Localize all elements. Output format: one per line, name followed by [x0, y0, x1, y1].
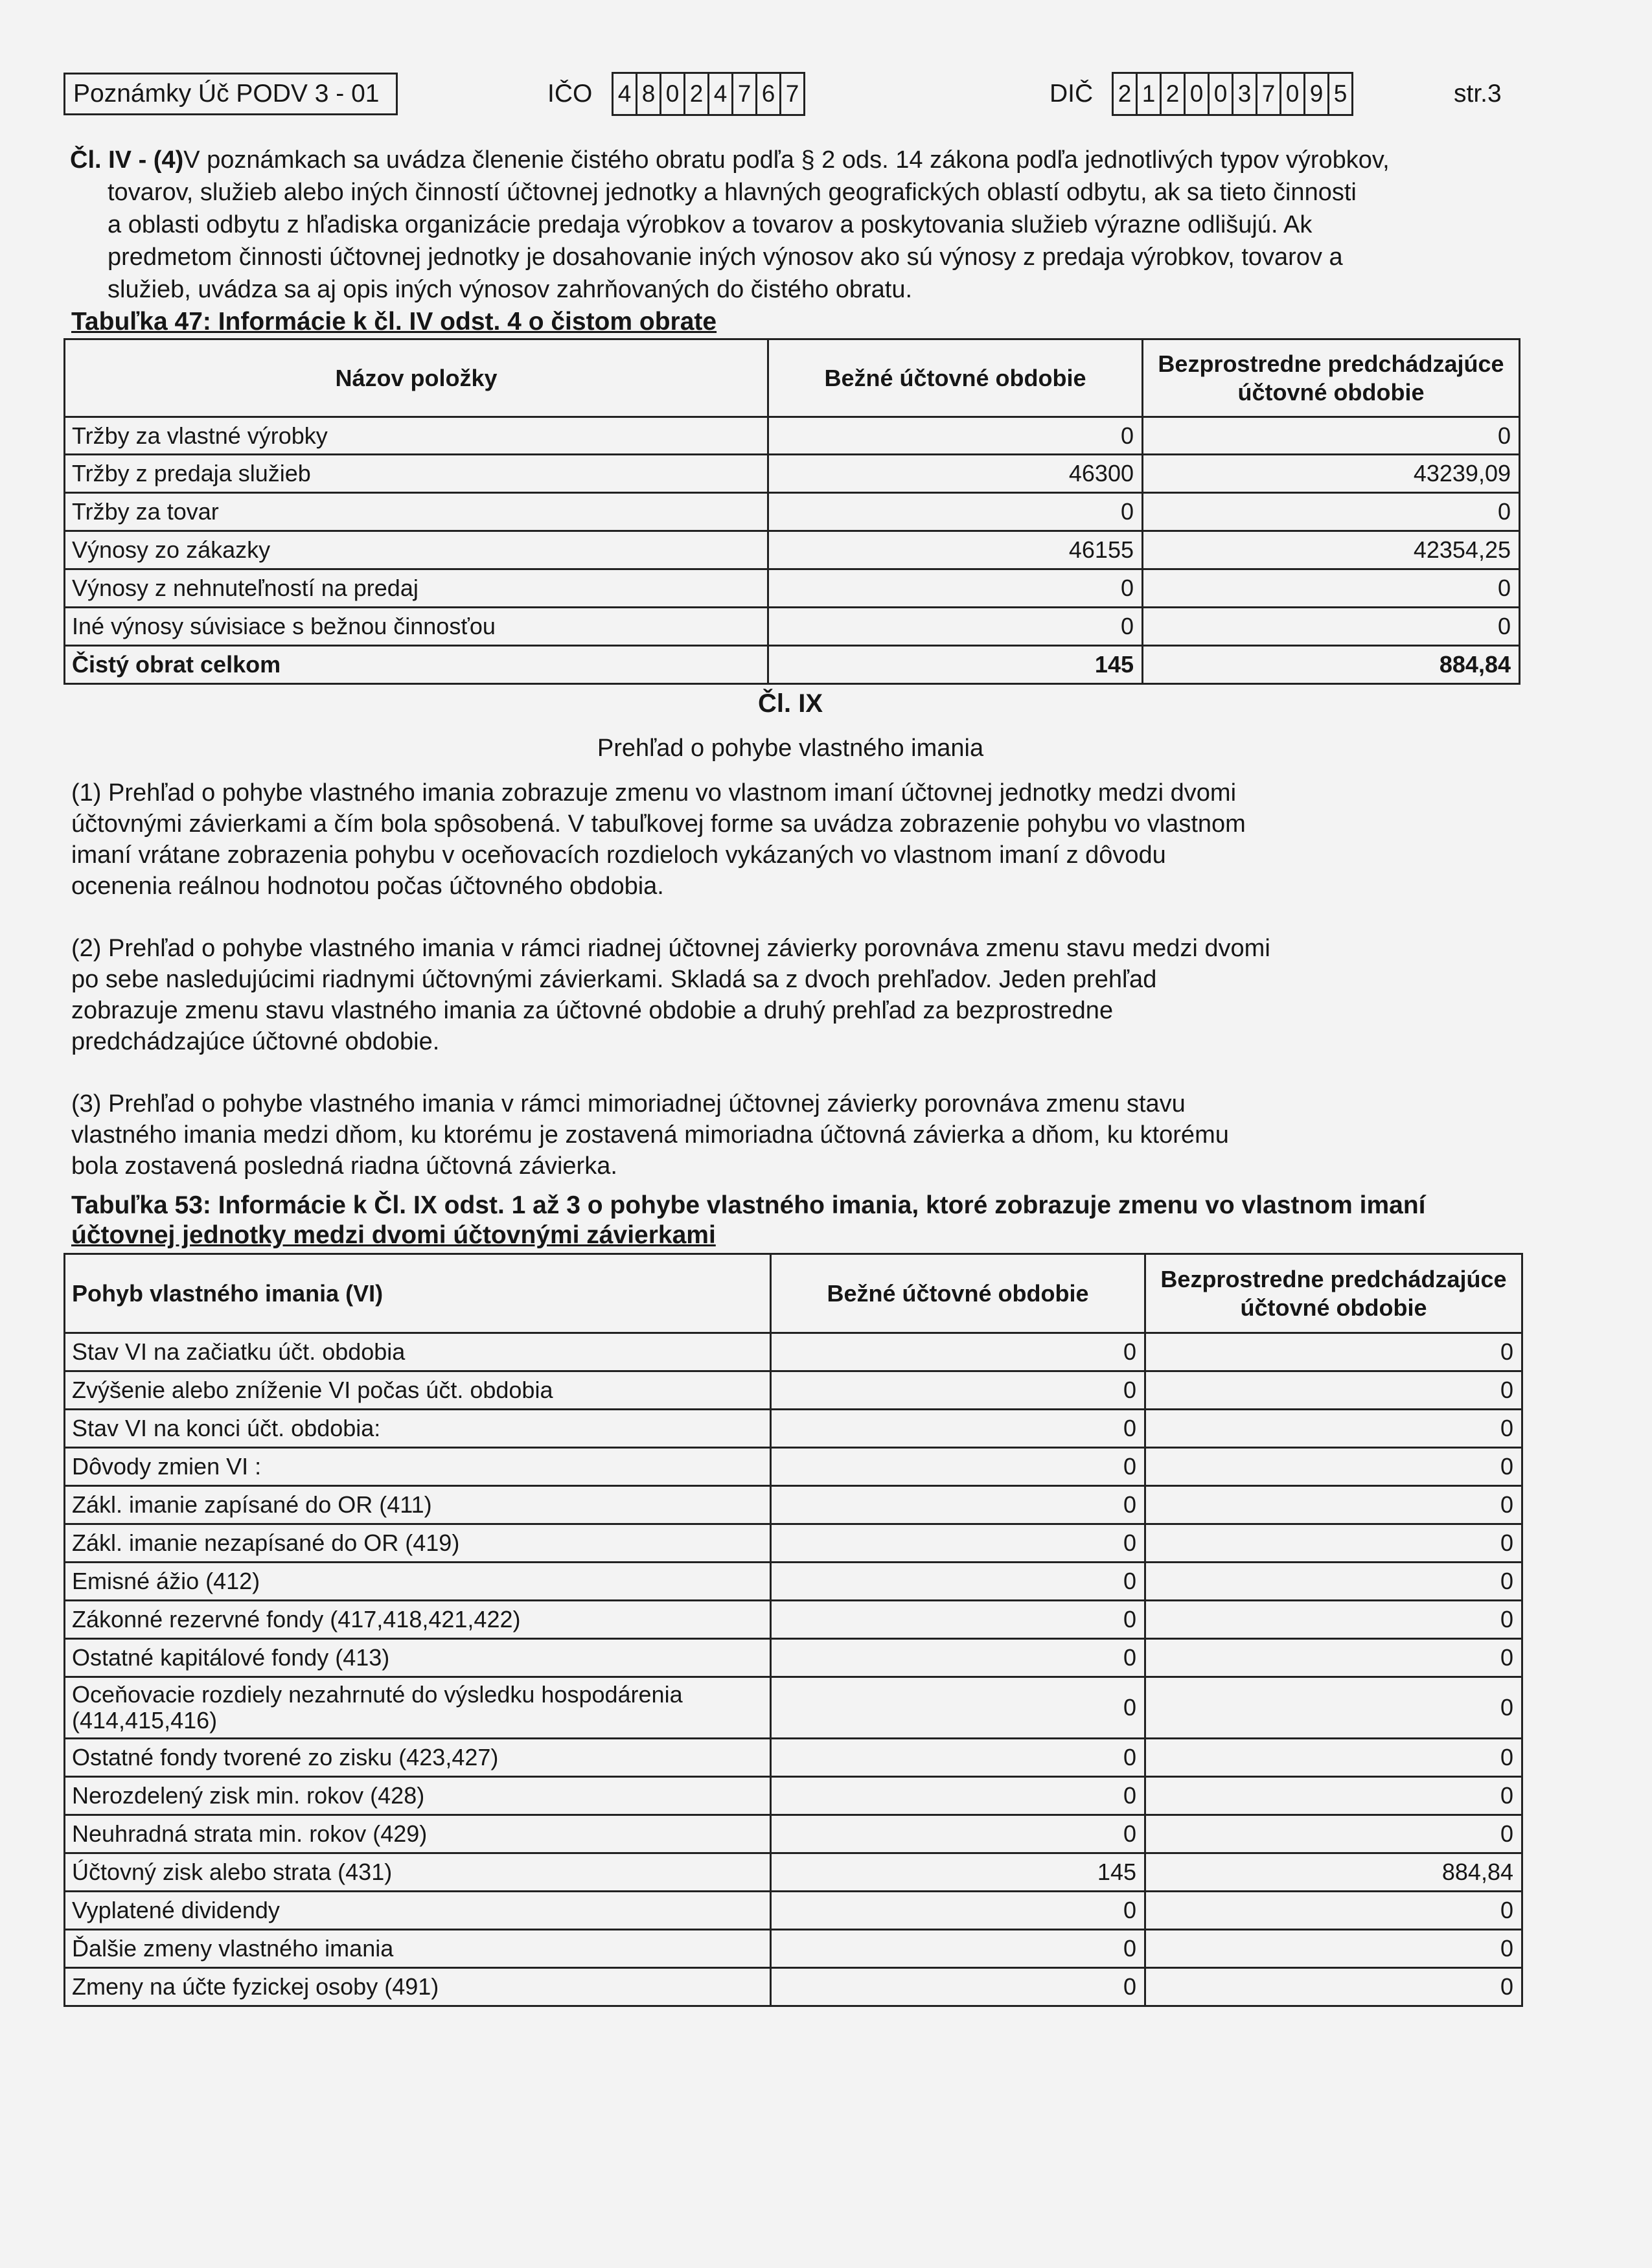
table53-cell-value: 0	[771, 1639, 1145, 1677]
table53-cell-value: 0	[771, 1601, 1145, 1639]
section-iv-line: služieb, uvádza sa aj opis iných výnosov zahrňovaných do čistého obratu.	[108, 276, 913, 303]
table47-cell-label: Tržby za vlastné výrobky	[65, 417, 768, 455]
section-iv-line: V poznámkach sa uvádza členenie čistého obratu podľa § 2 ods. 14 zákona podľa jednotlivých typov výrobkov,	[183, 146, 1390, 174]
table47-cell-value: 0	[768, 608, 1143, 646]
table53-cell-value: 0	[771, 1930, 1145, 1968]
table53-cell-value: 0	[771, 1410, 1145, 1448]
table53-row	[65, 1524, 1522, 1563]
paragraph-line: (2) Prehľad o pohybe vlastného imania v rámci riadnej účtovnej závierky porovnáva zmenu stavu medzi dvomi	[71, 935, 1270, 962]
section-ix-paragraph-3	[71, 1088, 1561, 1182]
table53-cell-value: 0	[1145, 1739, 1522, 1777]
table53-row	[65, 1930, 1522, 1968]
table53-cell-value: 0	[771, 1448, 1145, 1486]
table53-cell-label: Zákonné rezervné fondy (417,418,421,422)	[65, 1601, 771, 1639]
paragraph-line: ocenenia reálnou hodnotou počas účtovného obdobia.	[71, 873, 664, 900]
table47-col-header: Bežné účtovné obdobie	[768, 339, 1143, 417]
ico-digit: 7	[731, 72, 757, 116]
paragraph-line: (1) Prehľad o pohybe vlastného imania zobrazuje zmenu vo vlastnom imaní účtovnej jednotky medzi dvomi	[71, 779, 1237, 807]
table47-cell-label: Výnosy zo zákazky	[65, 531, 768, 569]
table53-cell-label: Zmeny na účte fyzickej osoby (491)	[65, 1968, 771, 2006]
table47-cell-value: 0	[1143, 569, 1520, 608]
table47-cell-value: 884,84	[1143, 646, 1520, 684]
dic-digit: 5	[1327, 72, 1353, 116]
table53-cell-value: 0	[771, 1486, 1145, 1524]
table53-cell-value: 0	[771, 1563, 1145, 1601]
table53-cell-value: 0	[1145, 1677, 1522, 1739]
table47-row	[65, 531, 1520, 569]
dic-digit: 7	[1256, 72, 1281, 116]
table53-cell-label: Ďalšie zmeny vlastného imania	[65, 1930, 771, 1968]
table53-cell-value: 145	[771, 1853, 1145, 1892]
paragraph-line: imaní vrátane zobrazenia pohybu v oceňovacích rozdieloch vykázaných vo vlastnom imaní z dôvodu	[71, 842, 1166, 869]
table53-cell-value: 0	[771, 1739, 1145, 1777]
table53-row	[65, 1892, 1522, 1930]
table53-header-row	[65, 1254, 1522, 1333]
paragraph-line: zobrazuje zmenu stavu vlastného imania za účtovné obdobie a druhý prehľad za bezprostredne	[71, 997, 1114, 1024]
table53-cell-value: 0	[1145, 1601, 1522, 1639]
table47-cell-label: Iné výnosy súvisiace s bežnou činnosťou	[65, 608, 768, 646]
table53-cell-label: Emisné ážio (412)	[65, 1563, 771, 1601]
table53-cell-value: 0	[771, 1968, 1145, 2006]
table47-cell-value: 46155	[768, 531, 1143, 569]
table47-row	[65, 646, 1520, 684]
table53-cell-value: 0	[771, 1892, 1145, 1930]
dic-digit: 1	[1136, 72, 1162, 116]
table47-row	[65, 569, 1520, 608]
table53-row	[65, 1777, 1522, 1815]
table47-cell-value: 42354,25	[1143, 531, 1520, 569]
paragraph-line: (3) Prehľad o pohybe vlastného imania v rámci mimoriadnej účtovnej závierky porovnáva zmenu stavu	[71, 1090, 1186, 1117]
table47-cell-label: Čistý obrat celkom	[65, 646, 768, 684]
table53-cell-value: 884,84	[1145, 1853, 1522, 1892]
ico-digit: 2	[683, 72, 709, 116]
table53-cell-value: 0	[771, 1777, 1145, 1815]
table53-row	[65, 1371, 1522, 1410]
table53-cell-label: Nerozdelený zisk min. rokov (428)	[65, 1777, 771, 1815]
ico-label: IČO	[547, 80, 593, 108]
table53-cell-label: Ostatné kapitálové fondy (413)	[65, 1639, 771, 1677]
section-ix-paragraph-2	[71, 933, 1561, 1057]
paragraph-line: predchádzajúce účtovné obdobie.	[71, 1028, 440, 1055]
section-iv-line: a oblasti odbytu z hľadiska organizácie predaja výrobkov a tovarov a poskytovania služieb výrazne odlišujú. Ak	[108, 211, 1313, 238]
paragraph-line: vlastného imania medzi dňom, ku ktorému je zostavená mimoriadna účtovná závierka a dňom, ku ktorému	[71, 1121, 1229, 1149]
table47-header-row	[65, 339, 1520, 417]
table47-col-header: Názov položky	[65, 339, 768, 417]
table47-row	[65, 417, 1520, 455]
section-iv-text	[70, 144, 1554, 306]
table47-cell-value: 0	[1143, 493, 1520, 531]
section-iv-heading: Čl. IV - (4)	[70, 146, 184, 174]
table53-caption-line: účtovnej jednotky medzi dvomi účtovnými závierkami	[71, 1221, 716, 1249]
table47-cell-value: 0	[768, 417, 1143, 455]
table53-cell-label: Stav VI na začiatku účt. obdobia	[65, 1333, 771, 1371]
table53-cell-label: Zákl. imanie zapísané do OR (411)	[65, 1486, 771, 1524]
paragraph-line: bola zostavená posledná riadna účtovná závierka.	[71, 1152, 617, 1180]
table53-col-header: Bežné účtovné obdobie	[771, 1254, 1145, 1333]
table53-cell-value: 0	[1145, 1968, 1522, 2006]
table53-row	[65, 1448, 1522, 1486]
table53-cell-value: 0	[1145, 1524, 1522, 1563]
table47-cell-value: 0	[1143, 608, 1520, 646]
table53-cell-value: 0	[1145, 1892, 1522, 1930]
table53	[63, 1253, 1523, 2007]
ico-digit: 8	[636, 72, 661, 116]
ico-digit: 7	[779, 72, 805, 116]
section-iv-line: predmetom činnosti účtovnej jednotky je dosahovanie iných výnosov ako sú výnosy z predaja výrobkov, tovarov a	[108, 244, 1343, 271]
table53-row	[65, 1853, 1522, 1892]
table53-cell-value: 0	[1145, 1639, 1522, 1677]
dic-digit: 0	[1208, 72, 1233, 116]
table47-cell-value: 0	[1143, 417, 1520, 455]
dic-digit: 0	[1279, 72, 1305, 116]
table53-cell-value: 0	[1145, 1815, 1522, 1853]
table53-cell-value: 0	[1145, 1333, 1522, 1371]
table53-cell-value: 0	[1145, 1448, 1522, 1486]
dic-digit: 3	[1232, 72, 1257, 116]
table47-row	[65, 493, 1520, 531]
table47-col-header: Bezprostredne predchádzajúce účtovné obdobie	[1143, 339, 1520, 417]
table47-cell-value: 0	[768, 569, 1143, 608]
table53-cell-value: 0	[771, 1371, 1145, 1410]
table53-cell-label: Ostatné fondy tvorené zo zisku (423,427)	[65, 1739, 771, 1777]
table53-cell-value: 0	[1145, 1930, 1522, 1968]
table53-cell-value: 0	[771, 1524, 1145, 1563]
page-number: str.3	[1454, 80, 1502, 108]
table53-cell-label: Účtovný zisk alebo strata (431)	[65, 1853, 771, 1892]
table53-row	[65, 1563, 1522, 1601]
ico-digit: 4	[612, 72, 637, 116]
table53-caption	[71, 1191, 1561, 1250]
table53-cell-label: Zákl. imanie nezapísané do OR (419)	[65, 1524, 771, 1563]
table53-cell-label: Zvýšenie alebo zníženie VI počas účt. obdobia	[65, 1371, 771, 1410]
table47-cell-value: 46300	[768, 455, 1143, 493]
table53-row	[65, 1601, 1522, 1639]
dic-digit: 2	[1112, 72, 1138, 116]
table53-col-header: Bezprostredne predchádzajúce účtovné obdobie	[1145, 1254, 1522, 1333]
section-iv-line: tovarov, služieb alebo iných činností účtovnej jednotky a hlavných geografických oblastí odbytu, ak sa tieto činnosti	[108, 179, 1357, 206]
ico-digit: 4	[707, 72, 733, 116]
table53-cell-value: 0	[1145, 1486, 1522, 1524]
table53-row	[65, 1677, 1522, 1739]
table47-cell-value: 0	[768, 493, 1143, 531]
table53-row	[65, 1815, 1522, 1853]
table47-cell-value: 145	[768, 646, 1143, 684]
table53-row	[65, 1968, 1522, 2006]
paragraph-line: po sebe nasledujúcimi riadnymi účtovnými závierkami. Skladá sa z dvoch prehľadov. Jeden prehľad	[71, 966, 1157, 993]
table53-cell-label: Stav VI na konci účt. obdobia:	[65, 1410, 771, 1448]
section-ix-paragraph-1	[71, 777, 1561, 902]
table53-cell-label: Vyplatené dividendy	[65, 1892, 771, 1930]
paragraph-line: účtovnými závierkami a čím bola spôsobená. V tabuľkovej forme sa uvádza zobrazenie pohybu vo vlastnom	[71, 810, 1246, 838]
table53-cell-value: 0	[1145, 1371, 1522, 1410]
section-ix-heading: Čl. IX	[757, 689, 823, 718]
form-label: Poznámky Úč PODV 3 - 01	[63, 73, 398, 115]
table53-row	[65, 1410, 1522, 1448]
table47-cell-value: 43239,09	[1143, 455, 1520, 493]
ico-digit: 6	[755, 72, 781, 116]
table53-cell-value: 0	[1145, 1777, 1522, 1815]
table53-row	[65, 1639, 1522, 1677]
table53-col-header: Pohyb vlastného imania (VI)	[65, 1254, 771, 1333]
table53-row	[65, 1739, 1522, 1777]
table47-caption: Tabuľka 47: Informácie k čl. IV odst. 4 o čistom obrate	[71, 308, 717, 336]
table53-cell-label: Dôvody zmien VI :	[65, 1448, 771, 1486]
ico-digit: 0	[660, 72, 685, 116]
table53-caption-line: Tabuľka 53: Informácie k Čl. IX odst. 1 až 3 o pohybe vlastného imania, ktoré zobrazuje zmenu vo vlastnom imaní	[71, 1191, 1426, 1219]
table53-cell-label: Neuhradná strata min. rokov (429)	[65, 1815, 771, 1853]
table47-row	[65, 608, 1520, 646]
dic-digits	[1112, 72, 1351, 116]
table53-cell-value: 0	[1145, 1563, 1522, 1601]
dic-digit: 0	[1184, 72, 1210, 116]
dic-label: DIČ	[1050, 80, 1094, 108]
ico-digits	[612, 72, 803, 116]
table53-cell-value: 0	[771, 1333, 1145, 1371]
dic-digit: 2	[1160, 72, 1186, 116]
table53-cell-value: 0	[771, 1815, 1145, 1853]
table53-cell-value: 0	[771, 1677, 1145, 1739]
table53-row	[65, 1333, 1522, 1371]
table53-cell-value: 0	[1145, 1410, 1522, 1448]
table47-cell-label: Tržby z predaja služieb	[65, 455, 768, 493]
table47	[63, 338, 1520, 685]
table47-row	[65, 455, 1520, 493]
table47-cell-label: Výnosy z nehnuteľností na predaj	[65, 569, 768, 608]
table53-cell-label: Oceňovacie rozdiely nezahrnuté do výsledku hospodárenia (414,415,416)	[65, 1677, 771, 1739]
section-ix-subheading: Prehľad o pohybe vlastného imania	[597, 735, 984, 762]
table53-row	[65, 1486, 1522, 1524]
table47-cell-label: Tržby za tovar	[65, 493, 768, 531]
dic-digit: 9	[1303, 72, 1329, 116]
